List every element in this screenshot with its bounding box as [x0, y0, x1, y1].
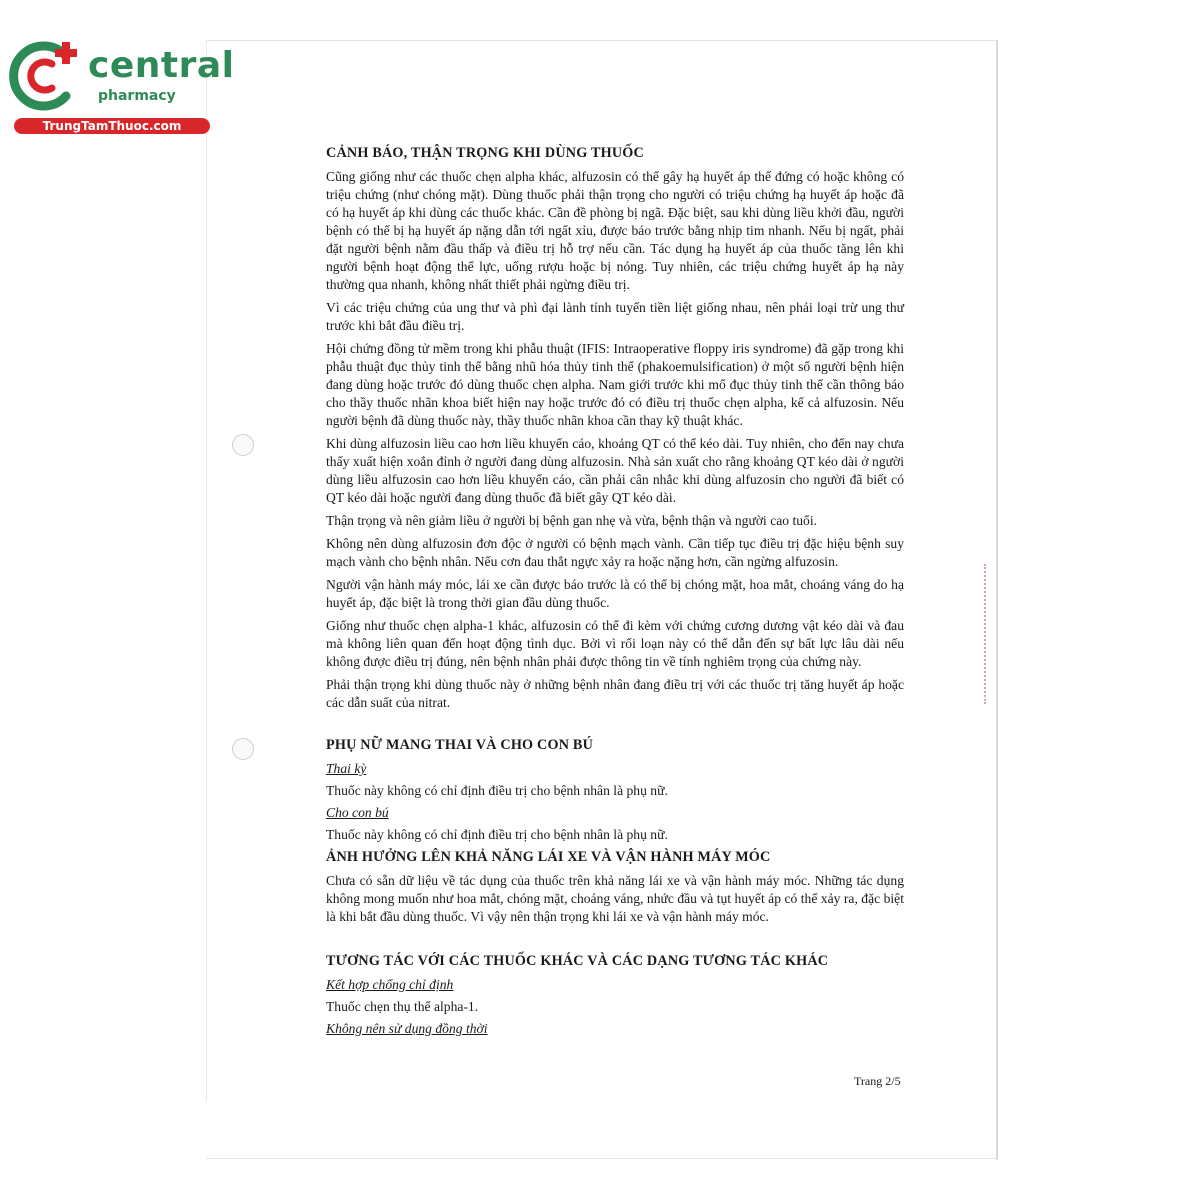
red-stamp-mark: [984, 564, 1000, 704]
punch-hole-top: [232, 434, 254, 456]
subheading-contraindicated: Kết hợp chống chỉ định: [326, 977, 454, 992]
pregnancy-text: Thuốc này không có chỉ định điều trị cho bệnh nhân là phụ nữ.: [326, 783, 668, 798]
section-title-warning: CẢNH BÁO, THẬN TRỌNG KHI DÙNG THUỐC: [326, 145, 644, 161]
page-edge-left: [206, 40, 207, 1102]
document-body: [326, 144, 904, 1042]
section-title-pregnancy: PHỤ NỮ MANG THAI VÀ CHO CON BÚ: [326, 737, 594, 753]
central-pharmacy-logo[interactable]: [8, 38, 235, 138]
breastfeeding-text: Thuốc này không có chỉ định điều trị cho bệnh nhân là phụ nữ.: [326, 827, 668, 842]
warning-paragraph: Phải thận trọng khi dùng thuốc này ở những bệnh nhân đang điều trị với các thuốc trị tăng huyết áp hoặc các dẫn suất của nitrat.: [326, 677, 904, 710]
warning-paragraph: Người vận hành máy móc, lái xe cần được báo trước là có thể bị chóng mặt, hoa mắt, choáng váng do hạ huyết áp, đặc biệt là trong thời gian đầu dùng thuốc.: [326, 577, 904, 610]
subheading-pregnancy: Thai kỳ: [326, 761, 367, 776]
brand-url: TrungTamThuoc.com: [14, 118, 210, 134]
contraindicated-text: Thuốc chẹn thụ thể alpha-1.: [326, 999, 479, 1014]
warning-paragraph: Thận trọng và nên giảm liều ở người bị bệnh gan nhẹ và vừa, bệnh thận và người cao tuổi.: [326, 513, 818, 528]
warning-paragraph: Không nên dùng alfuzosin đơn độc ở người có bệnh mạch vành. Cần tiếp tục điều trị đặc hiệu bệnh suy mạch vành cho bệnh nhân. Nếu cơn đau thắt ngực xảy ra hoặc nặng hơn, cần ngừng alfuzosin.: [326, 536, 904, 569]
subheading-not-recommended: Không nên sử dụng đồng thời: [326, 1021, 488, 1036]
pharmacy-cross-icon: [8, 38, 88, 114]
brand-subtitle: pharmacy: [98, 88, 176, 104]
warning-paragraph: Giống như thuốc chẹn alpha-1 khác, alfuzosin có thể đi kèm với chứng cương dương vật kéo dài và đau mà không liên quan đến hoạt động tình dục. Bởi vì rối loạn này có thể dẫn đến sự bất lực lâu dài nếu không được điều trị đúng, nên bệnh nhân phải được thông tin về tính nghiêm trọng của chứng này.: [326, 618, 904, 669]
warning-paragraph: Cũng giống như các thuốc chẹn alpha khác, alfuzosin có thể gây hạ huyết áp thế đứng có hoặc không có triệu chứng (như chóng mặt). Dùng thuốc phải thận trọng cho người có triệu chứng hạ huyết áp hoặc đã có hạ huyết áp khi dùng các thuốc khác. Cần đề phòng bị ngã. Đặc biệt, sau khi dùng liều khởi đầu, người bệnh có thể bị hạ huyết áp nặng dẫn tới ngất xỉu, được báo trước bằng nhịp tim nhanh. Nếu bị ngất, phải đặt người bệnh nằm đầu thấp và điều trị hỗ trợ nếu cần. Tác dụng hạ huyết áp của thuốc tăng lên khi người bệnh hoạt động thể lực, uống rượu hoặc bị nóng. Tuy nhiên, các triệu chứng huyết áp hạ này thường qua nhanh, không nhất thiết phải ngừng điều trị.: [326, 169, 904, 292]
warning-paragraph: Vì các triệu chứng của ung thư và phì đại lành tính tuyến tiền liệt giống nhau, nên phải loại trừ ung thư trước khi bắt đầu điều trị.: [326, 300, 904, 333]
page-edge-bottom: [206, 1158, 998, 1159]
section-title-interactions: TƯƠNG TÁC VỚI CÁC THUỐC KHÁC VÀ CÁC DẠNG TƯƠNG TÁC KHÁC: [326, 953, 829, 969]
driving-paragraph: Chưa có sẵn dữ liệu về tác dụng của thuốc trên khả năng lái xe và vận hành máy móc. Những tác dụng không mong muốn như hoa mắt, chóng mặt, choáng váng, nhức đầu và tụt huyết áp có thể xảy ra, đặc biệt là khi bắt đầu dùng thuốc. Vì vậy nên thận trọng khi lái xe và vận hành máy móc.: [326, 873, 904, 924]
warning-paragraph: Hội chứng đồng tử mềm trong khi phẫu thuật (IFIS: Intraoperative floppy iris syndrome) đã gặp trong khi phẫu thuật đục thủy tinh thể bằng nhũ hóa thủy tinh thể (phakoemulsification) ở một số người bệnh hiện đang dùng hoặc trước đó dùng thuốc chẹn alpha. Nam giới trước khi mổ đục thủy tinh thể cần thông báo cho thầy thuốc nhãn khoa biết hiện nay hoặc trước đó có điều trị thuốc chẹn alpha, kể cả alfuzosin. Nếu người bệnh đã dùng thuốc này, thầy thuốc nhãn khoa cần thay kỹ thuật khác.: [326, 341, 904, 428]
brand-name: central: [88, 45, 235, 86]
page-number: Trang 2/5: [854, 1074, 901, 1088]
punch-hole-bottom: [232, 738, 254, 760]
page-edge-top: [206, 40, 998, 41]
warning-paragraph: Khi dùng alfuzosin liều cao hơn liều khuyến cáo, khoảng QT có thể kéo dài. Tuy nhiên, cho đến nay chưa thấy xuất hiện xoắn đỉnh ở người đang dùng alfuzosin. Nhà sản xuất cho rằng khoảng QT kéo dài ở người dùng liều alfuzosin cao hơn liều khuyến cáo, cần phải cân nhắc khi dùng alfuzosin cho người đã biết có QT kéo dài hoặc người đang dùng thuốc đã biết gây QT kéo dài.: [326, 436, 904, 505]
subheading-breastfeeding: Cho con bú: [326, 805, 389, 820]
section-title-driving: ẢNH HƯỞNG LÊN KHẢ NĂNG LÁI XE VÀ VẬN HÀNH MÁY MÓC: [326, 849, 771, 865]
